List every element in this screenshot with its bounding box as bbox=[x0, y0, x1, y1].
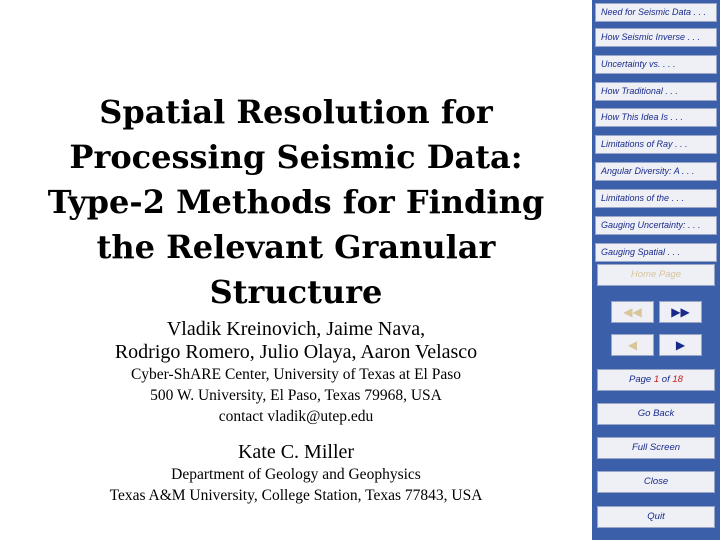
page-indicator bbox=[597, 369, 715, 391]
second-author: Kate C. Miller bbox=[237, 441, 355, 463]
nav-link-how-seismic-inverse[interactable]: How Seismic Inverse . . . bbox=[595, 28, 717, 47]
full-screen-button[interactable]: Full Screen bbox=[597, 437, 715, 459]
go-back-button[interactable]: Go Back bbox=[597, 403, 715, 425]
contact-email: contact vladik@utep.edu bbox=[218, 408, 374, 425]
nav-link-uncertainty-vs[interactable]: Uncertainty vs. . . . bbox=[595, 55, 717, 74]
home-page-button[interactable]: Home Page bbox=[597, 264, 715, 286]
affiliation-line: 500 W. University, El Paso, Texas 79968, USA bbox=[150, 387, 442, 404]
spacer bbox=[0, 427, 592, 441]
nav-link-need-for-seismic-data[interactable]: Need for Seismic Data . . . bbox=[595, 3, 717, 22]
affiliation-line: Texas A&M University, College Station, Texas 77843, USA bbox=[109, 487, 483, 504]
quit-button[interactable]: Quit bbox=[597, 506, 715, 528]
title-line: Processing Seismic Data: bbox=[69, 138, 523, 176]
authors-line: Rodrigo Romero, Julio Olaya, Aaron Velasco bbox=[114, 341, 478, 363]
affiliation-line: Cyber-ShARE Center, University of Texas at El Paso bbox=[130, 366, 462, 383]
nav-link-limitations-of-ray[interactable]: Limitations of Ray . . . bbox=[595, 135, 717, 154]
authors-line: Vladik Kreinovich, Jaime Nava, bbox=[166, 318, 426, 340]
previous-page-button[interactable]: ◀ bbox=[611, 334, 654, 356]
nav-link-gauging-spatial[interactable]: Gauging Spatial . . . bbox=[595, 243, 717, 262]
page-total: 18 bbox=[672, 374, 683, 385]
page-prefix: Page bbox=[629, 374, 652, 385]
next-page-button[interactable]: ▶ bbox=[659, 334, 702, 356]
page-of: of bbox=[661, 374, 670, 385]
slide-title bbox=[10, 90, 582, 315]
title-line: Type-2 Methods for Finding bbox=[47, 183, 545, 221]
page-current: 1 bbox=[653, 374, 660, 385]
nav-link-how-this-idea-is[interactable]: How This Idea Is . . . bbox=[595, 108, 717, 127]
nav-link-angular-diversity[interactable]: Angular Diversity: A . . . bbox=[595, 162, 717, 181]
first-page-button[interactable]: ◀◀ bbox=[611, 301, 654, 323]
title-line: Spatial Resolution for bbox=[99, 93, 493, 131]
title-line: the Relevant Granular bbox=[96, 228, 496, 266]
affiliation-line: Department of Geology and Geophysics bbox=[171, 466, 421, 483]
author-block bbox=[0, 318, 592, 506]
nav-link-limitations-of-the[interactable]: Limitations of the . . . bbox=[595, 189, 717, 208]
nav-link-how-traditional[interactable]: How Traditional . . . bbox=[595, 82, 717, 101]
nav-link-gauging-uncertainty[interactable]: Gauging Uncertainty: . . . bbox=[595, 216, 717, 235]
title-line: Structure bbox=[209, 273, 383, 311]
close-button[interactable]: Close bbox=[597, 471, 715, 493]
last-page-button[interactable]: ▶▶ bbox=[659, 301, 702, 323]
